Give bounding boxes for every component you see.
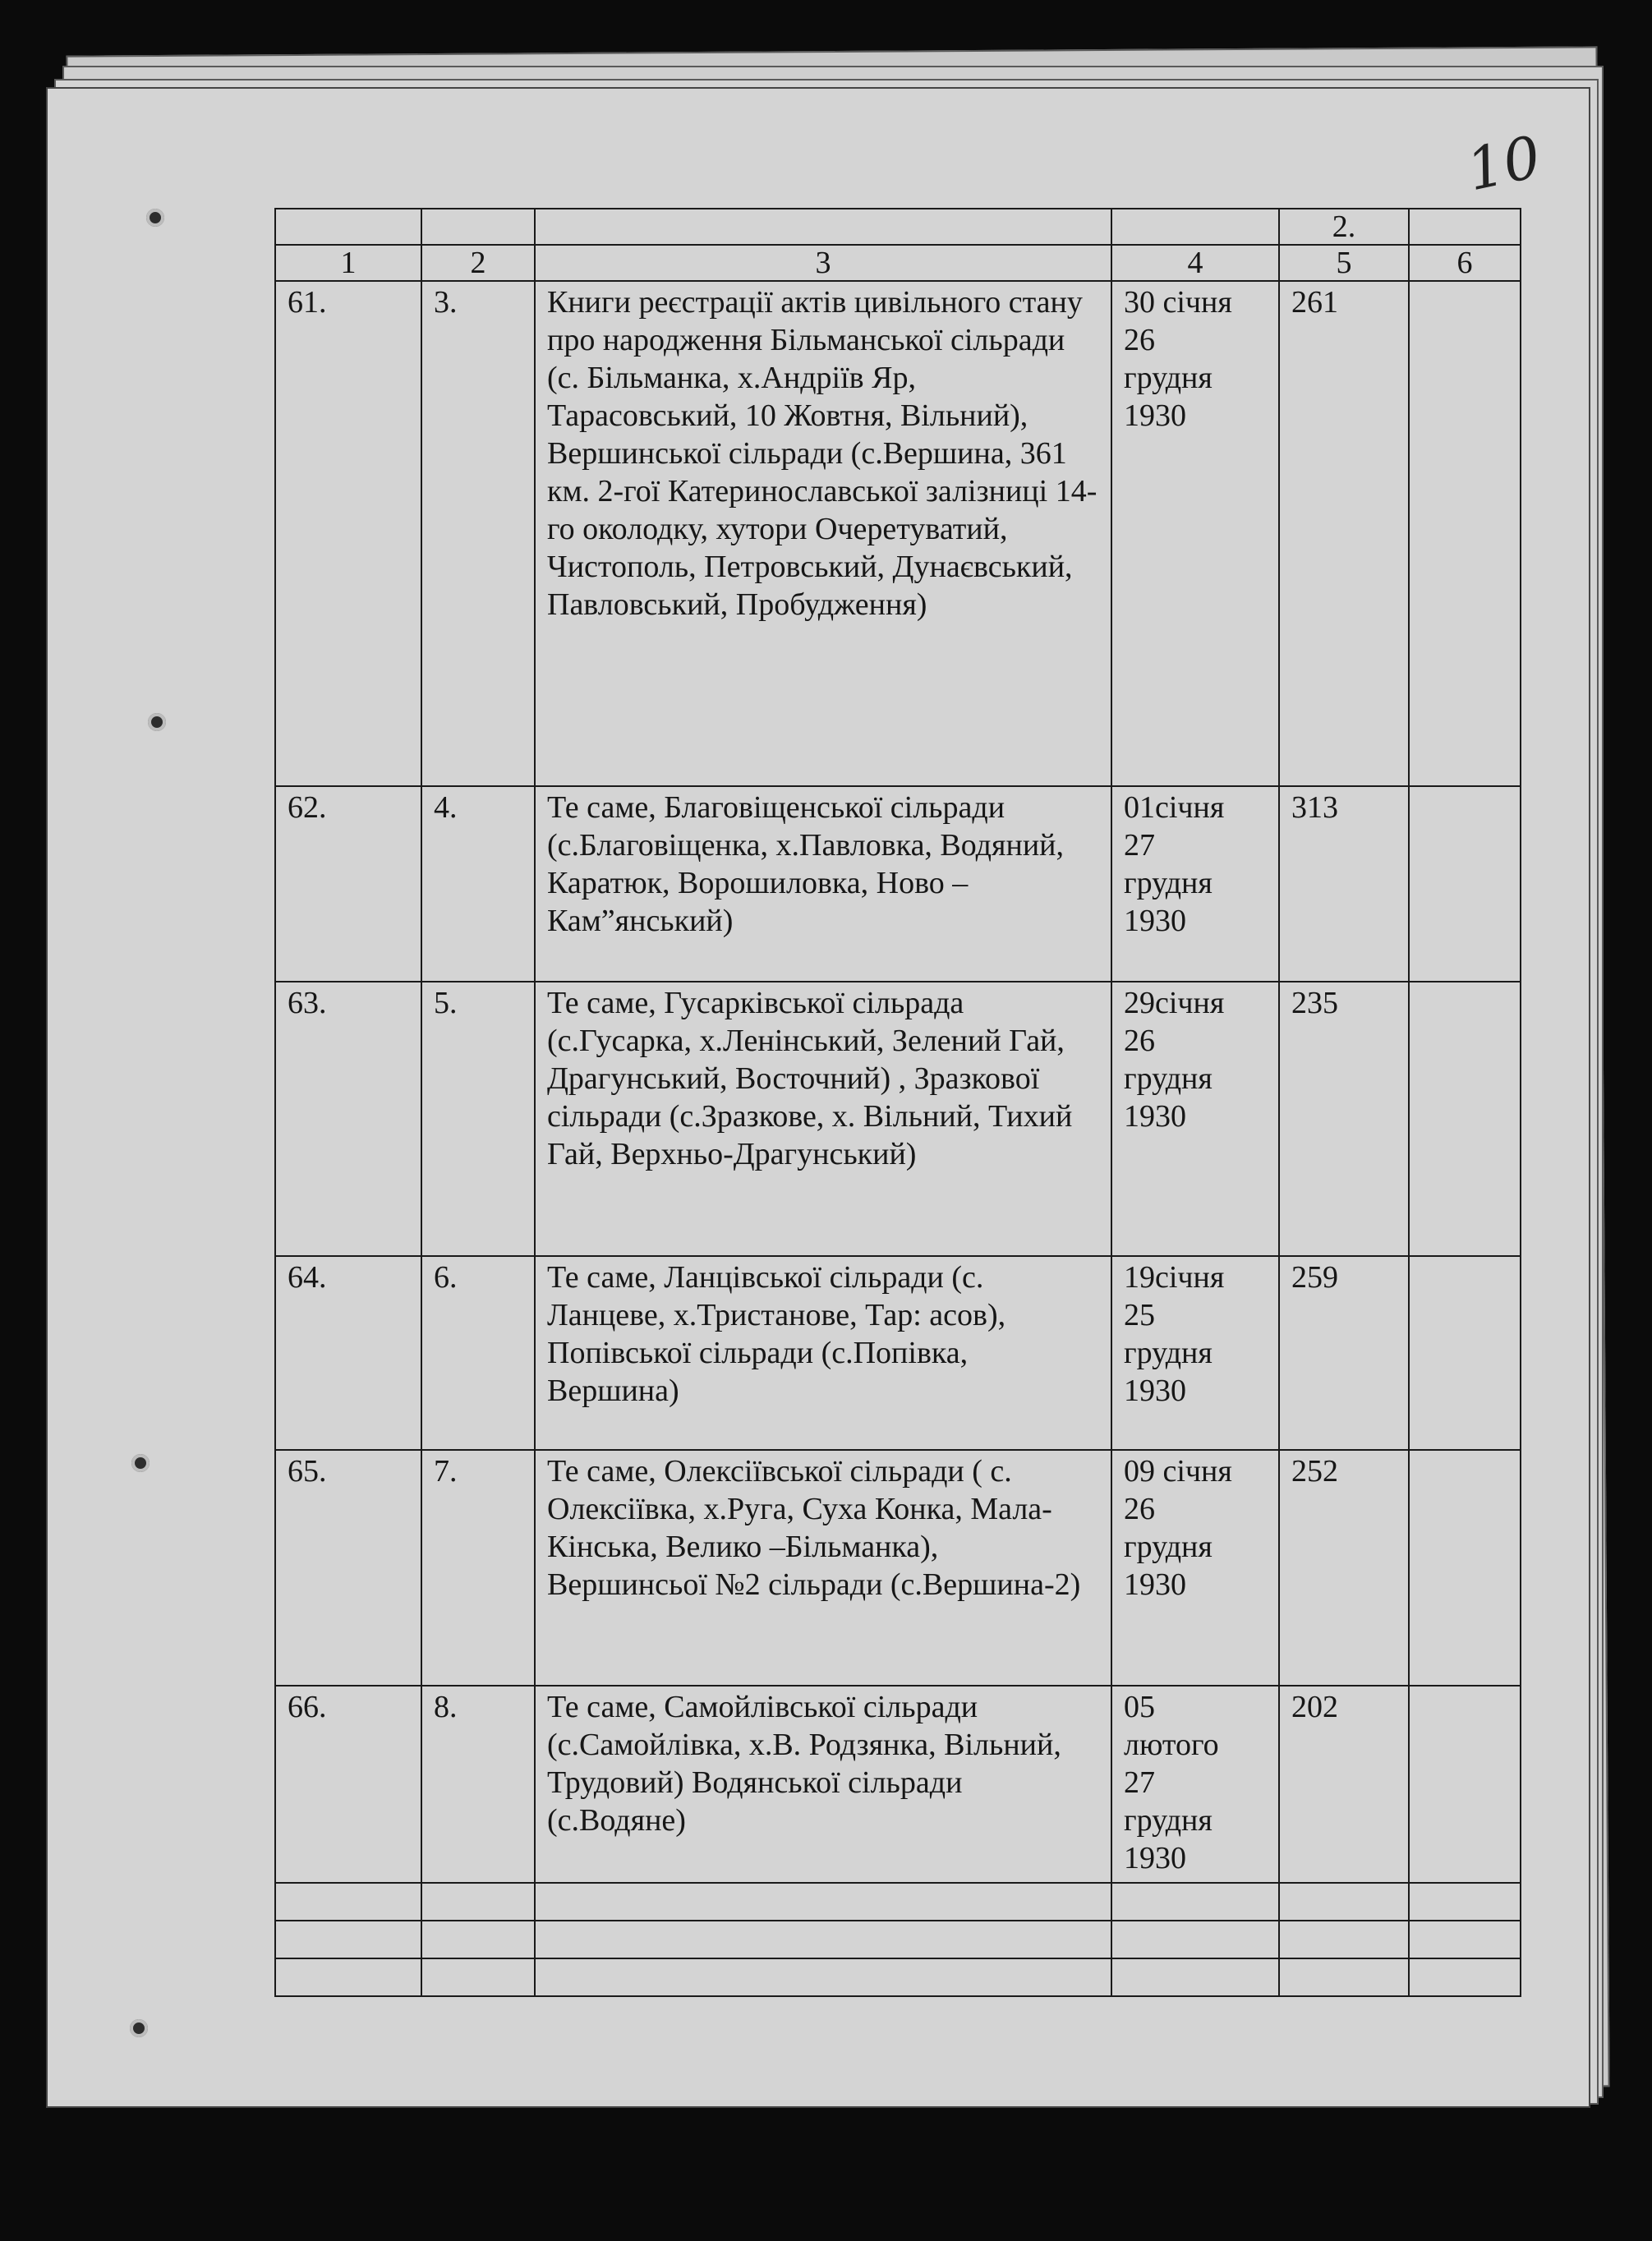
row-notes bbox=[1409, 281, 1521, 786]
column-number: 1 bbox=[275, 245, 421, 281]
row-notes bbox=[1409, 1686, 1521, 1883]
row-description: Те саме, Благовіщенської сільради (с.Благовіщенка, х.Павловка, Водяний, Каратюк, Ворошиловка, Ново –Кам”янський) bbox=[535, 786, 1111, 982]
table-row bbox=[275, 1686, 1521, 1883]
empty-row bbox=[275, 1921, 1521, 1958]
column-number: 5 bbox=[1279, 245, 1409, 281]
column-number: 4 bbox=[1111, 245, 1279, 281]
row-description: Те саме, Ланцівської сільради (с. Ланцеве, х.Тристанове, Тар: асов), Попівської сільради (с.Попівка, Вершина) bbox=[535, 1256, 1111, 1450]
item-number: 5. bbox=[421, 982, 535, 1256]
row-sheets: 235 bbox=[1279, 982, 1409, 1256]
empty-row bbox=[275, 1958, 1521, 1996]
row-notes bbox=[1409, 1450, 1521, 1686]
table-row bbox=[275, 982, 1521, 1256]
punch-hole bbox=[146, 209, 164, 227]
row-notes bbox=[1409, 786, 1521, 982]
table-row bbox=[275, 1450, 1521, 1686]
row-dates: 19січня 25 грудня 1930 bbox=[1111, 1256, 1279, 1450]
column-number: 2 bbox=[421, 245, 535, 281]
column-number: 3 bbox=[535, 245, 1111, 281]
item-number: 6. bbox=[421, 1256, 535, 1450]
row-dates: 05 лютого 27 грудня 1930 bbox=[1111, 1686, 1279, 1883]
punch-hole bbox=[148, 713, 166, 731]
row-description: Книги реєстрації актів цивільного стану про народження Більманської сільради (с. Більманка, х.Андріїв Яр, Тарасовський, 10 Жовтня, Вільний), Вершинської сільради (с.Вершина, 361 км. 2-гої Катеринославської залізниці 14-го околодку, хутори Очеретуватий, Чистополь, Петровський, Дунаєвський, Павловський, Пробудження) bbox=[535, 281, 1111, 786]
row-dates: 09 січня 26 грудня 1930 bbox=[1111, 1450, 1279, 1686]
row-number: 61. bbox=[275, 281, 421, 786]
row-dates: 29січня 26 грудня 1930 bbox=[1111, 982, 1279, 1256]
header-cell bbox=[1111, 209, 1279, 245]
header-cell bbox=[1409, 209, 1521, 245]
header-cell: 2. bbox=[1279, 209, 1409, 245]
row-number: 66. bbox=[275, 1686, 421, 1883]
item-number: 7. bbox=[421, 1450, 535, 1686]
punch-hole bbox=[131, 1454, 150, 1472]
row-number: 64. bbox=[275, 1256, 421, 1450]
row-sheets: 261 bbox=[1279, 281, 1409, 786]
table-row bbox=[275, 281, 1521, 786]
folio-number: 10 bbox=[1461, 122, 1547, 205]
row-description: Те саме, Олексіївської сільради ( с. Олексіївка, х.Руга, Суха Конка, Мала- Кінська, Велико –Більманка), Вершинсьої №2 сільради (с.Вершина-2) bbox=[535, 1450, 1111, 1686]
row-sheets: 252 bbox=[1279, 1450, 1409, 1686]
row-dates: 01січня 27 грудня 1930 bbox=[1111, 786, 1279, 982]
register-table bbox=[274, 208, 1521, 1997]
row-number: 62. bbox=[275, 786, 421, 982]
row-notes bbox=[1409, 1256, 1521, 1450]
row-description: Те саме, Гусарківської сільрада (с.Гусарка, х.Ленінський, Зелений Гай, Драгунський, Восточний) , Зразкової сільради (с.Зразкове, х. Вільний, Тихий Гай, Верхньо-Драгунський) bbox=[535, 982, 1111, 1256]
header-cell bbox=[421, 209, 535, 245]
header-cell bbox=[535, 209, 1111, 245]
item-number: 8. bbox=[421, 1686, 535, 1883]
row-number: 65. bbox=[275, 1450, 421, 1686]
row-number: 63. bbox=[275, 982, 421, 1256]
row-sheets: 202 bbox=[1279, 1686, 1409, 1883]
row-sheets: 313 bbox=[1279, 786, 1409, 982]
row-dates: 30 січня 26 грудня 1930 bbox=[1111, 281, 1279, 786]
column-number-row bbox=[275, 245, 1521, 281]
table-row bbox=[275, 1256, 1521, 1450]
table-row bbox=[275, 786, 1521, 982]
empty-row bbox=[275, 1883, 1521, 1921]
item-number: 4. bbox=[421, 786, 535, 982]
header-cell bbox=[275, 209, 421, 245]
row-sheets: 259 bbox=[1279, 1256, 1409, 1450]
row-description: Те саме, Самойлівської сільради (с.Самойлівка, х.В. Родзянка, Вільний, Трудовий) Водянської сільради (с.Водяне) bbox=[535, 1686, 1111, 1883]
row-notes bbox=[1409, 982, 1521, 1256]
punch-hole bbox=[130, 2019, 148, 2037]
header-top-row bbox=[275, 209, 1521, 245]
column-number: 6 bbox=[1409, 245, 1521, 281]
item-number: 3. bbox=[421, 281, 535, 786]
